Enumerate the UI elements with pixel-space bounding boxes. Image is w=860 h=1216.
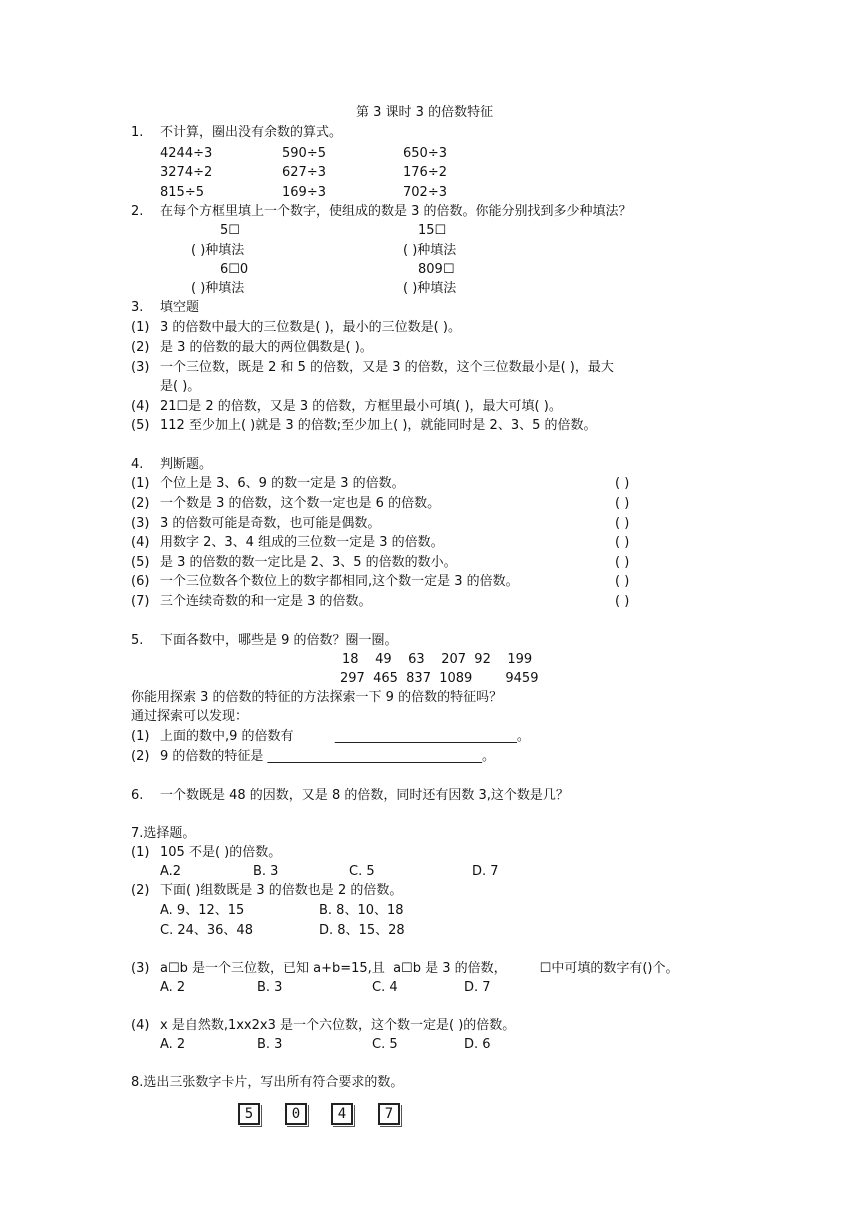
q5-number: 5.	[131, 633, 144, 648]
q7-option: A. 2	[160, 1037, 186, 1052]
q4-sub-number: (3)	[131, 516, 150, 531]
q4-sub-text: 用数字 2、3、4 组成的三位数一定是 3 的倍数。	[160, 535, 444, 550]
q5-prompt: 通过探索可以发现：	[131, 709, 249, 724]
q3-sub-number: (5)	[131, 418, 150, 433]
q7-sub-number: (1)	[131, 845, 150, 860]
q7-option: B. 3	[257, 1037, 283, 1052]
q5-sub-text: 上面的数中,9 的倍数有 ____________________________。	[160, 729, 530, 744]
q5-prompt: 你能用探索 3 的倍数的特征的方法探索一下 9 的倍数的特征吗？	[131, 690, 503, 705]
number-card: 4	[331, 1103, 353, 1125]
q3-number: 3.	[131, 300, 144, 315]
q4-answer-bracket: ( )	[615, 476, 630, 491]
q3-sub-text: 112 至少加上( )就是 3 的倍数;至少加上( )，就能同时是 2、3、5 的倍数。	[160, 418, 597, 433]
q4-answer-bracket: ( )	[615, 535, 630, 550]
q7-option: C. 24、36、48	[160, 923, 253, 938]
q7-option: D. 8、15、28	[319, 923, 405, 938]
q3-sub-number: (3)	[131, 360, 150, 375]
q2-number: 2.	[131, 204, 144, 219]
q7-sub-number: (4)	[131, 1018, 150, 1033]
q4-answer-bracket: ( )	[615, 516, 630, 531]
q7-sub-text: a☐b 是一个三位数，已知 a+b=15,且 a☐b 是 3 的倍数， ☐中可填的数字有()个。	[160, 961, 679, 976]
q7-option: A. 2	[160, 980, 186, 995]
q4-sub-number: (6)	[131, 574, 150, 589]
q7-option: D. 6	[464, 1037, 491, 1052]
q4-text: 判断题。	[160, 457, 213, 472]
q1-expr: 3274÷2	[160, 165, 213, 180]
q1-expr: 650÷3	[403, 146, 447, 161]
q4-sub-number: (1)	[131, 476, 150, 491]
q7-option: A.2	[160, 864, 182, 879]
q7-title: 7.选择题。	[131, 826, 196, 841]
q3-sub-number: (1)	[131, 320, 150, 335]
q1-expr: 815÷5	[160, 185, 204, 200]
q4-sub-text: 一个数是 3 的倍数，这个数一定也是 6 的倍数。	[160, 496, 441, 511]
q4-sub-text: 一个三位数各个数位上的数字都相同,这个数一定是 3 的倍数。	[160, 574, 519, 589]
q4-sub-text: 是 3 的倍数的数一定比是 2、3、5 的倍数的数小。	[160, 555, 457, 570]
q2-fill: ( )种填法	[191, 243, 245, 258]
q3-sub-text: 是( )。	[160, 379, 201, 394]
q1-number: 1.	[131, 125, 144, 140]
number-card: 5	[238, 1103, 260, 1125]
q1-expr: 4244÷3	[160, 146, 213, 161]
q7-option: A. 9、12、15	[160, 903, 245, 918]
q7-option: C. 5	[372, 1037, 398, 1052]
q5-sub-number: (1)	[131, 729, 150, 744]
q2-item: 15☐	[418, 223, 447, 238]
q3-sub-text: 3 的倍数中最大的三位数是( )，最小的三位数是( )。	[160, 320, 461, 335]
q7-option: D. 7	[464, 980, 491, 995]
q5-sub-number: (2)	[131, 749, 150, 764]
q2-item: 809☐	[418, 262, 455, 277]
q2-fill: ( )种填法	[191, 281, 245, 296]
q7-sub-text: x 是自然数,1xx2x3 是一个六位数，这个数一定是( )的倍数。	[160, 1018, 516, 1033]
number-card: 0	[285, 1103, 307, 1125]
q1-expr: 176÷2	[403, 165, 447, 180]
q4-number: 4.	[131, 457, 144, 472]
q3-sub-number: (4)	[131, 399, 150, 414]
q2-item: 5☐	[220, 223, 240, 238]
q1-expr: 627÷3	[282, 165, 326, 180]
q5-numbers-row-2: 297 465 837 1089 9459	[340, 671, 539, 686]
q3-sub-text: 21☐是 2 的倍数，又是 3 的倍数，方框里最小可填( )，最大可填( )。	[160, 399, 562, 414]
q4-sub-number: (7)	[131, 594, 150, 609]
q4-answer-bracket: ( )	[615, 496, 630, 511]
q6-number: 6.	[131, 788, 144, 803]
q1-expr: 590÷5	[282, 146, 326, 161]
q6-text: 一个数既是 48 的因数，又是 8 的倍数，同时还有因数 3,这个数是几？	[160, 788, 569, 803]
q7-sub-text: 下面( )组数既是 3 的倍数也是 2 的倍数。	[160, 883, 403, 898]
q7-sub-text: 105 不是( )的倍数。	[160, 845, 282, 860]
q3-sub-text: 是 3 的倍数的最大的两位偶数是( )。	[160, 340, 373, 355]
q1-text: 不计算，圈出没有余数的算式。	[160, 125, 343, 140]
q4-sub-number: (4)	[131, 535, 150, 550]
q2-fill: ( )种填法	[403, 281, 457, 296]
q4-answer-bracket: ( )	[615, 574, 630, 589]
q7-option: D. 7	[472, 864, 499, 879]
q7-option: B. 3	[257, 980, 283, 995]
q3-sub-text: 一个三位数，既是 2 和 5 的倍数，又是 3 的倍数，这个三位数最小是( )，最大	[160, 360, 614, 375]
page-title: 第 3 课时 3 的倍数特征	[356, 105, 494, 120]
q7-option: B. 8、10、18	[319, 903, 404, 918]
q7-sub-number: (3)	[131, 961, 150, 976]
q7-sub-number: (2)	[131, 883, 150, 898]
q4-sub-text: 三个连续奇数的和一定是 3 的倍数。	[160, 594, 372, 609]
q4-sub-number: (5)	[131, 555, 150, 570]
q7-option: B. 3	[253, 864, 279, 879]
q7-option: C. 5	[349, 864, 375, 879]
q3-sub-number: (2)	[131, 340, 150, 355]
q4-sub-text: 个位上是 3、6、9 的数一定是 3 的倍数。	[160, 476, 405, 491]
q1-expr: 702÷3	[403, 185, 447, 200]
q5-sub-text: 9 的倍数的特征是 _________________________________。	[160, 749, 496, 764]
q3-text: 填空题	[160, 300, 200, 315]
q2-text: 在每个方框里填上一个数字，使组成的数是 3 的倍数。你能分别找到多少种填法？	[160, 204, 632, 219]
q7-option: C. 4	[372, 980, 398, 995]
q5-text: 下面各数中，哪些是 9 的倍数？圈一圈。	[160, 633, 398, 648]
q1-expr: 169÷3	[282, 185, 326, 200]
q4-answer-bracket: ( )	[615, 594, 630, 609]
q5-numbers-row-1: 18 49 63 207 92 199	[342, 652, 533, 667]
q4-sub-text: 3 的倍数可能是奇数，也可能是偶数。	[160, 516, 381, 531]
q4-sub-number: (2)	[131, 496, 150, 511]
q4-answer-bracket: ( )	[615, 555, 630, 570]
q2-fill: ( )种填法	[403, 243, 457, 258]
q2-item: 6☐0	[220, 262, 249, 277]
number-card: 7	[378, 1103, 400, 1125]
q8-title: 8.选出三张数字卡片，写出所有符合要求的数。	[131, 1075, 404, 1090]
